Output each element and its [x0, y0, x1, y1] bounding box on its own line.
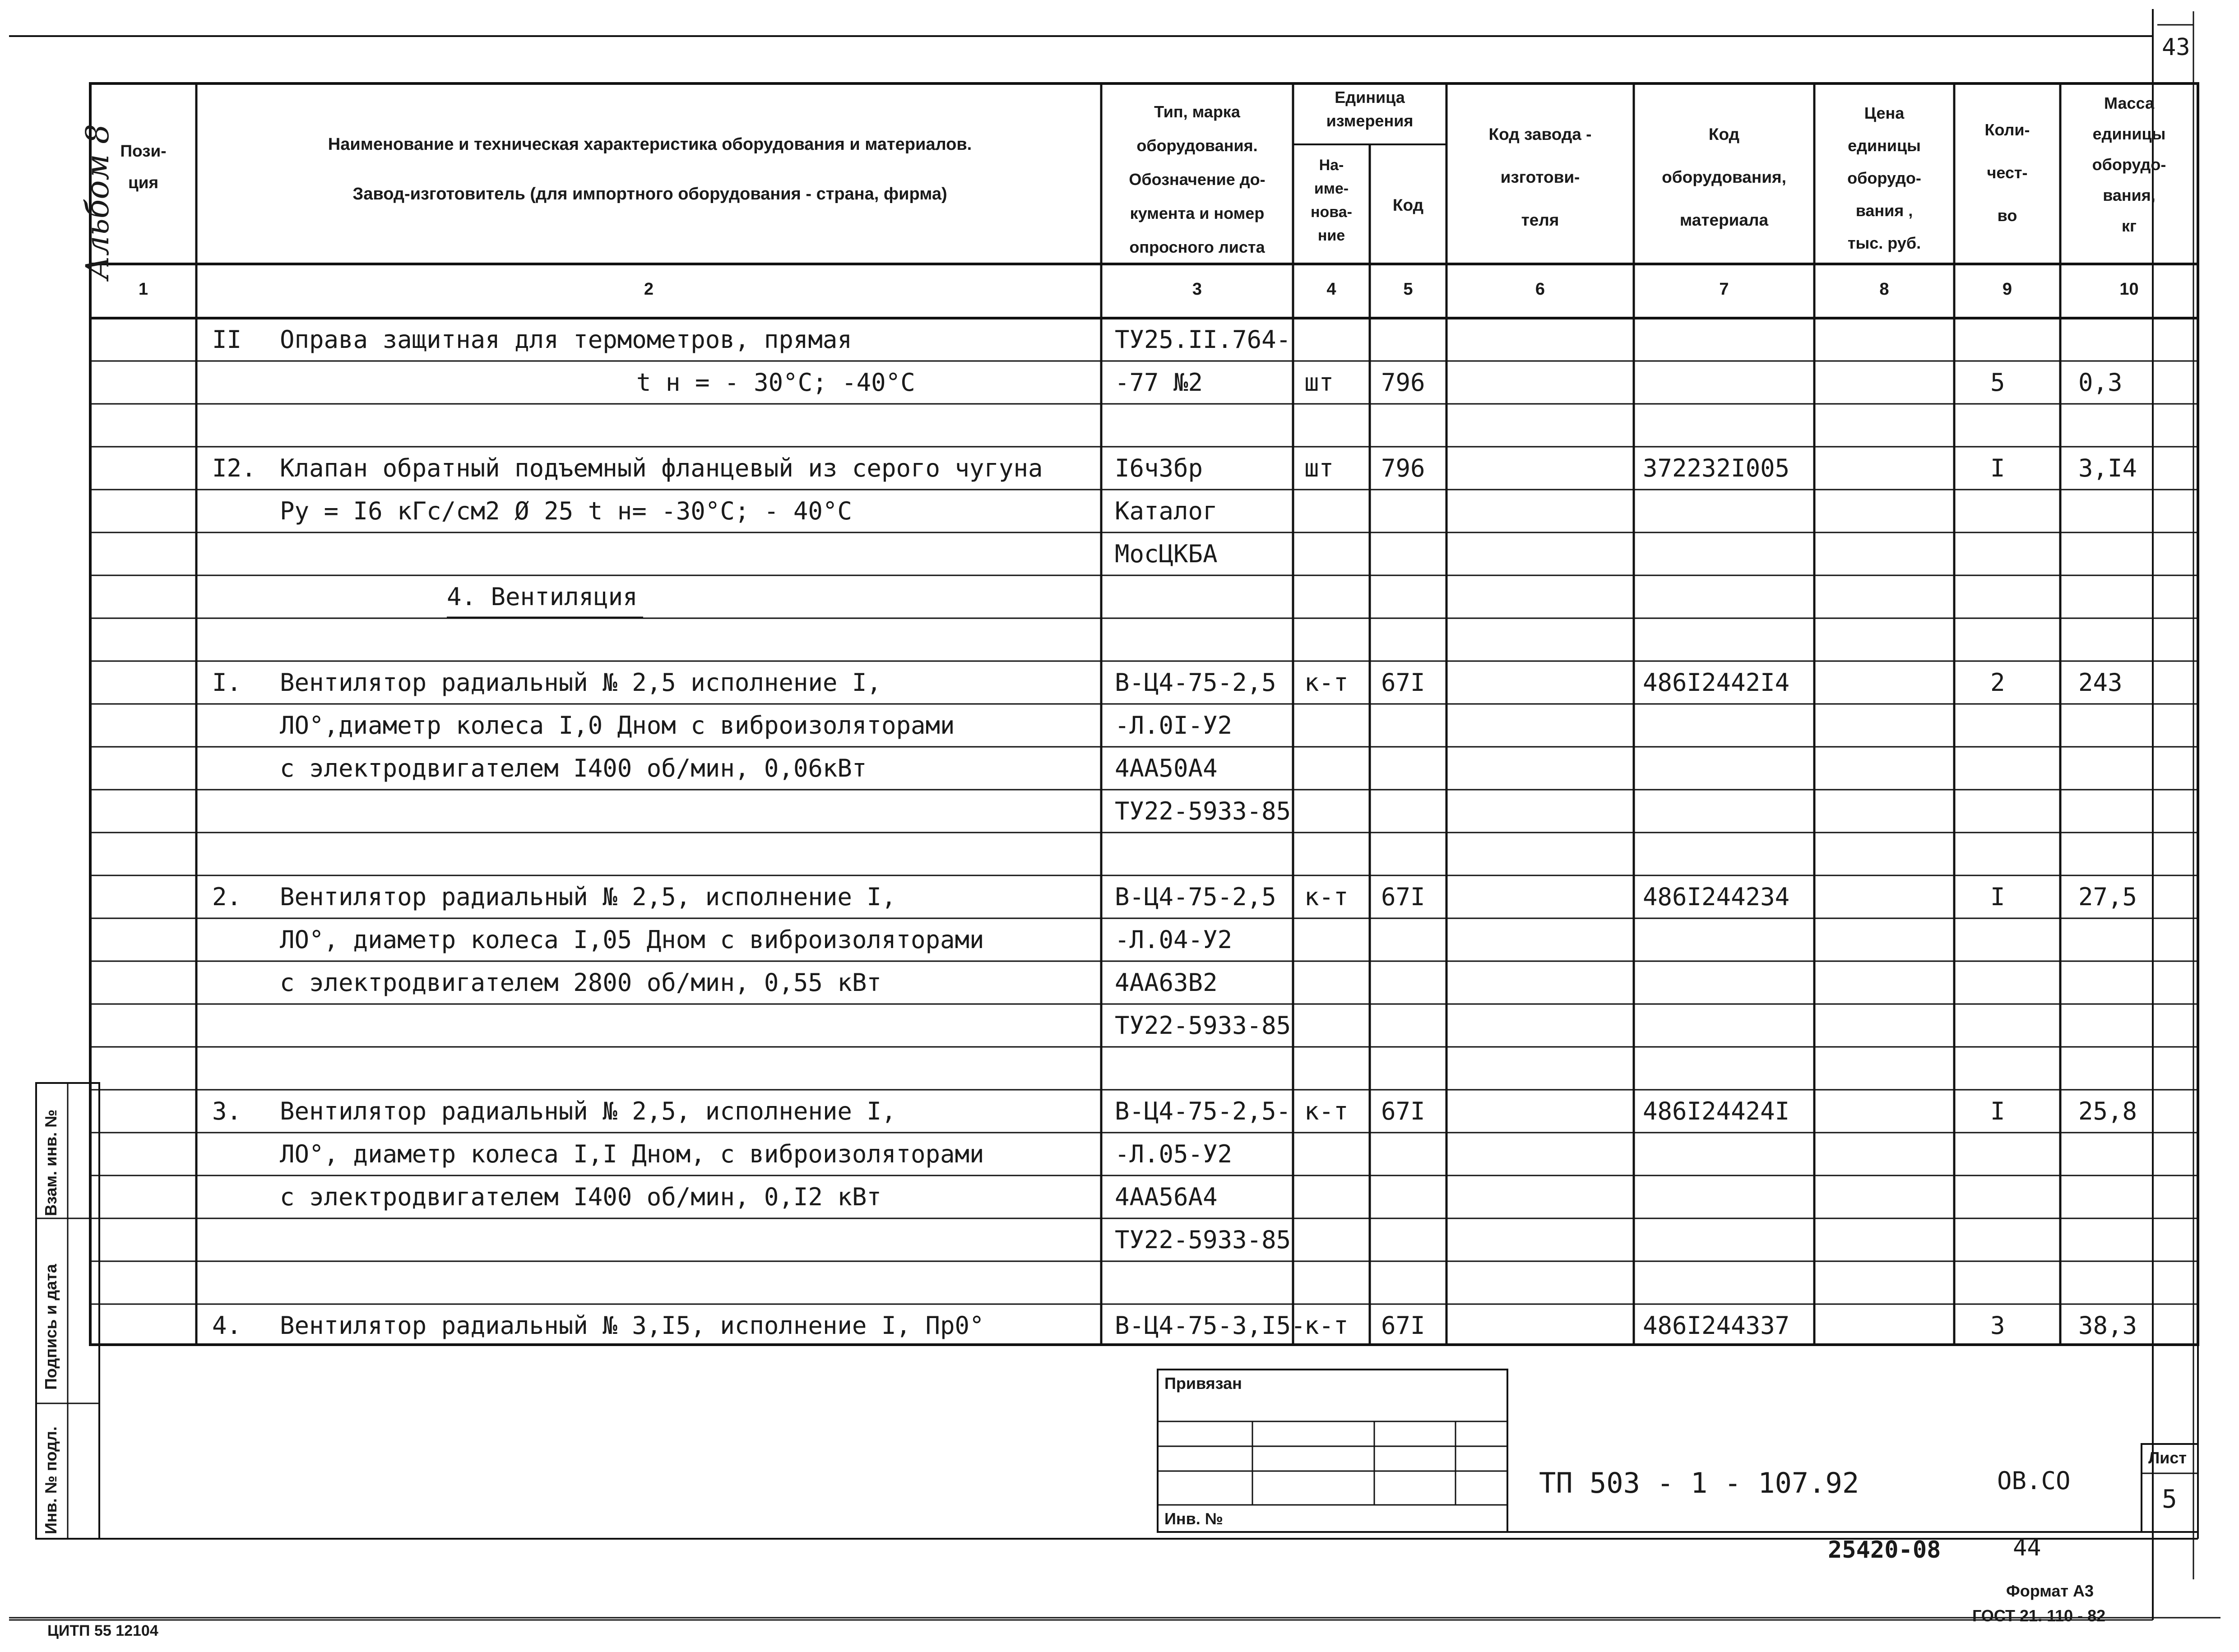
document-mark: ОВ.СО: [1997, 1467, 2071, 1495]
row-name: ЛО°, диаметр колеса I,05 Дном с виброизоляторами: [280, 925, 984, 954]
row-name: ЛО°,диаметр колеса I,0 Дном с виброизоляторами: [280, 711, 955, 740]
row-type: Каталог: [1115, 497, 1218, 525]
column-number: 6: [1535, 280, 1545, 299]
row-name: Вентилятор радиальный № 3,I5, исполнение I, Пр0°: [280, 1311, 984, 1340]
row-type: В-Ц4-75-2,5: [1115, 668, 1276, 697]
row-position: I.: [212, 668, 242, 697]
stamp-signature-date: Подпись и дата: [42, 1264, 60, 1390]
column-number: 9: [2002, 280, 2012, 299]
sheet-number: 5: [2162, 1485, 2177, 1514]
column-number: 4: [1326, 280, 1336, 299]
header-name: Наименование и техническая характеристика оборудования и материалов. Завод-изготовитель (для импортного оборудования - страна, фирма): [328, 135, 972, 204]
row-quantity: I: [1990, 454, 2005, 482]
column-number: 10: [2119, 280, 2139, 299]
row-unit: шт: [1304, 454, 1334, 482]
row-unit-code: 67I: [1381, 668, 1425, 697]
row-unit: к-т: [1304, 1097, 1349, 1125]
row-mass: 0,3: [2078, 368, 2123, 397]
citp-label: ЦИТП 55 12104: [47, 1622, 158, 1639]
row-type: -77 №2: [1115, 368, 1203, 397]
column-number: 2: [644, 280, 654, 299]
row-unit: к-т: [1304, 1311, 1349, 1340]
row-name: Оправа защитная для термометров, прямая: [280, 325, 852, 354]
row-name: Ру = I6 кГс/см2 Ø 25 t н= -30°С; - 40°С: [280, 497, 852, 525]
row-name: 4. Вентиляция: [447, 583, 638, 611]
row-quantity: 2: [1990, 668, 2005, 697]
row-name: Клапан обратный подъемный фланцевый из серого чугуна: [280, 454, 1043, 482]
row-position: 2.: [212, 883, 242, 911]
header-quantity: Коли- чест- во: [1984, 120, 2030, 225]
row-name: ЛО°, диаметр колеса I,I Дном, с виброизоляторами: [280, 1140, 984, 1168]
row-unit-code: 796: [1381, 454, 1425, 482]
row-type: В-Ц4-75-2,5: [1115, 883, 1276, 911]
column-number: 5: [1403, 280, 1413, 299]
row-type: МосЦКБА: [1115, 540, 1218, 568]
row-unit-code: 67I: [1381, 883, 1425, 911]
row-unit: к-т: [1304, 883, 1349, 911]
row-mass: 38,3: [2078, 1311, 2137, 1340]
column-number: 1: [138, 280, 148, 299]
row-name: t н = - 30°С; -40°С: [636, 368, 915, 397]
row-mass: 27,5: [2078, 883, 2137, 911]
row-unit-code: 796: [1381, 368, 1425, 397]
row-type: 4АА63В2: [1115, 968, 1218, 997]
row-unit-code: 67I: [1381, 1311, 1425, 1340]
row-unit: шт: [1304, 368, 1334, 397]
page-number: 43: [2162, 34, 2190, 61]
row-type: I6ч3бр: [1115, 454, 1203, 482]
row-type: ТУ22-5933-85: [1115, 797, 1291, 825]
row-name: Вентилятор радиальный № 2,5, исполнение I,: [280, 883, 896, 911]
row-equipment-code: 486I2442I4: [1643, 668, 1790, 697]
header-unit-name: На- име- нова- ние: [1311, 157, 1352, 244]
row-name: с электродвигателем 2800 об/мин, 0,55 кВт: [280, 968, 881, 997]
row-type: -Л.05-У2: [1115, 1140, 1233, 1168]
row-mass: 25,8: [2078, 1097, 2137, 1125]
row-position: I2.: [212, 454, 256, 482]
row-type: -Л.0I-У2: [1115, 711, 1233, 740]
album-label: Альбом 8: [79, 124, 116, 280]
row-unit: к-т: [1304, 668, 1349, 697]
stamp-original-inv: Инв. № подл.: [42, 1426, 60, 1534]
handwritten-code: 25420-08: [1828, 1536, 1941, 1564]
gost-label: ГОСТ 21. 110 - 82: [1972, 1606, 2106, 1625]
row-quantity: I: [1990, 1097, 2005, 1125]
row-equipment-code: 486I244337: [1643, 1311, 1790, 1340]
row-quantity: 5: [1990, 368, 2005, 397]
row-unit-code: 67I: [1381, 1097, 1425, 1125]
header-equipment-code: Код оборудования, материала: [1662, 125, 1786, 229]
row-name: с электродвигателем I400 об/мин, 0,I2 кВт: [280, 1183, 881, 1211]
row-position: 3.: [212, 1097, 242, 1125]
sheet-label: Лист: [2148, 1448, 2187, 1467]
header-unit: Единица измерения: [1326, 88, 1414, 130]
row-type: В-Ц4-75-3,I5-: [1115, 1311, 1306, 1340]
column-number: 3: [1192, 280, 1202, 299]
row-type: ТУ22-5933-85: [1115, 1011, 1291, 1040]
row-quantity: 3: [1990, 1311, 2005, 1340]
row-equipment-code: 486I244234: [1643, 883, 1790, 911]
header-type: Тип, марка оборудования. Обозначение до- кумента и номер опросного листа: [1129, 102, 1266, 256]
header-unit-code: Код: [1392, 196, 1424, 214]
column-number: 8: [1879, 280, 1889, 299]
stamp-replace-inv: Взам. инв. №: [42, 1109, 60, 1216]
row-type: 4АА50А4: [1115, 754, 1218, 782]
format-label: Формат А3: [2006, 1582, 2094, 1600]
row-type: В-Ц4-75-2,5-: [1115, 1097, 1291, 1125]
row-type: 4АА56А4: [1115, 1183, 1218, 1211]
row-equipment-code: 486I24424I: [1643, 1097, 1790, 1125]
row-equipment-code: 372232I005: [1643, 454, 1790, 482]
row-type: ТУ25.II.764-: [1115, 325, 1291, 354]
row-type: ТУ22-5933-85: [1115, 1226, 1291, 1254]
header-position: Пози- ция: [120, 142, 167, 192]
header-mass: Масса единицы оборудо- вания, кг: [2092, 94, 2166, 235]
title-block-inv: Инв. №: [1164, 1509, 1223, 1528]
title-block-privyazan: Привязан: [1164, 1374, 1242, 1393]
row-name: Вентилятор радиальный № 2,5 исполнение I,: [280, 668, 881, 697]
row-name: Вентилятор радиальный № 2,5, исполнение I,: [280, 1097, 896, 1125]
column-number: 7: [1719, 280, 1729, 299]
header-factory-code: Код завода - изготови- теля: [1488, 125, 1592, 229]
document-code: ТП 503 - 1 - 107.92: [1539, 1467, 1859, 1499]
row-name: с электродвигателем I400 об/мин, 0,06кВт: [280, 754, 867, 782]
row-type: -Л.04-У2: [1115, 925, 1233, 954]
row-position: 4.: [212, 1311, 242, 1340]
row-mass: 3,I4: [2078, 454, 2137, 482]
header-price: Цена единицы оборудо- вания , тыс. руб.: [1847, 104, 1921, 252]
row-position: II: [212, 325, 242, 354]
row-mass: 243: [2078, 668, 2123, 697]
row-quantity: I: [1990, 883, 2005, 911]
handwritten-page: 44: [2013, 1534, 2041, 1561]
